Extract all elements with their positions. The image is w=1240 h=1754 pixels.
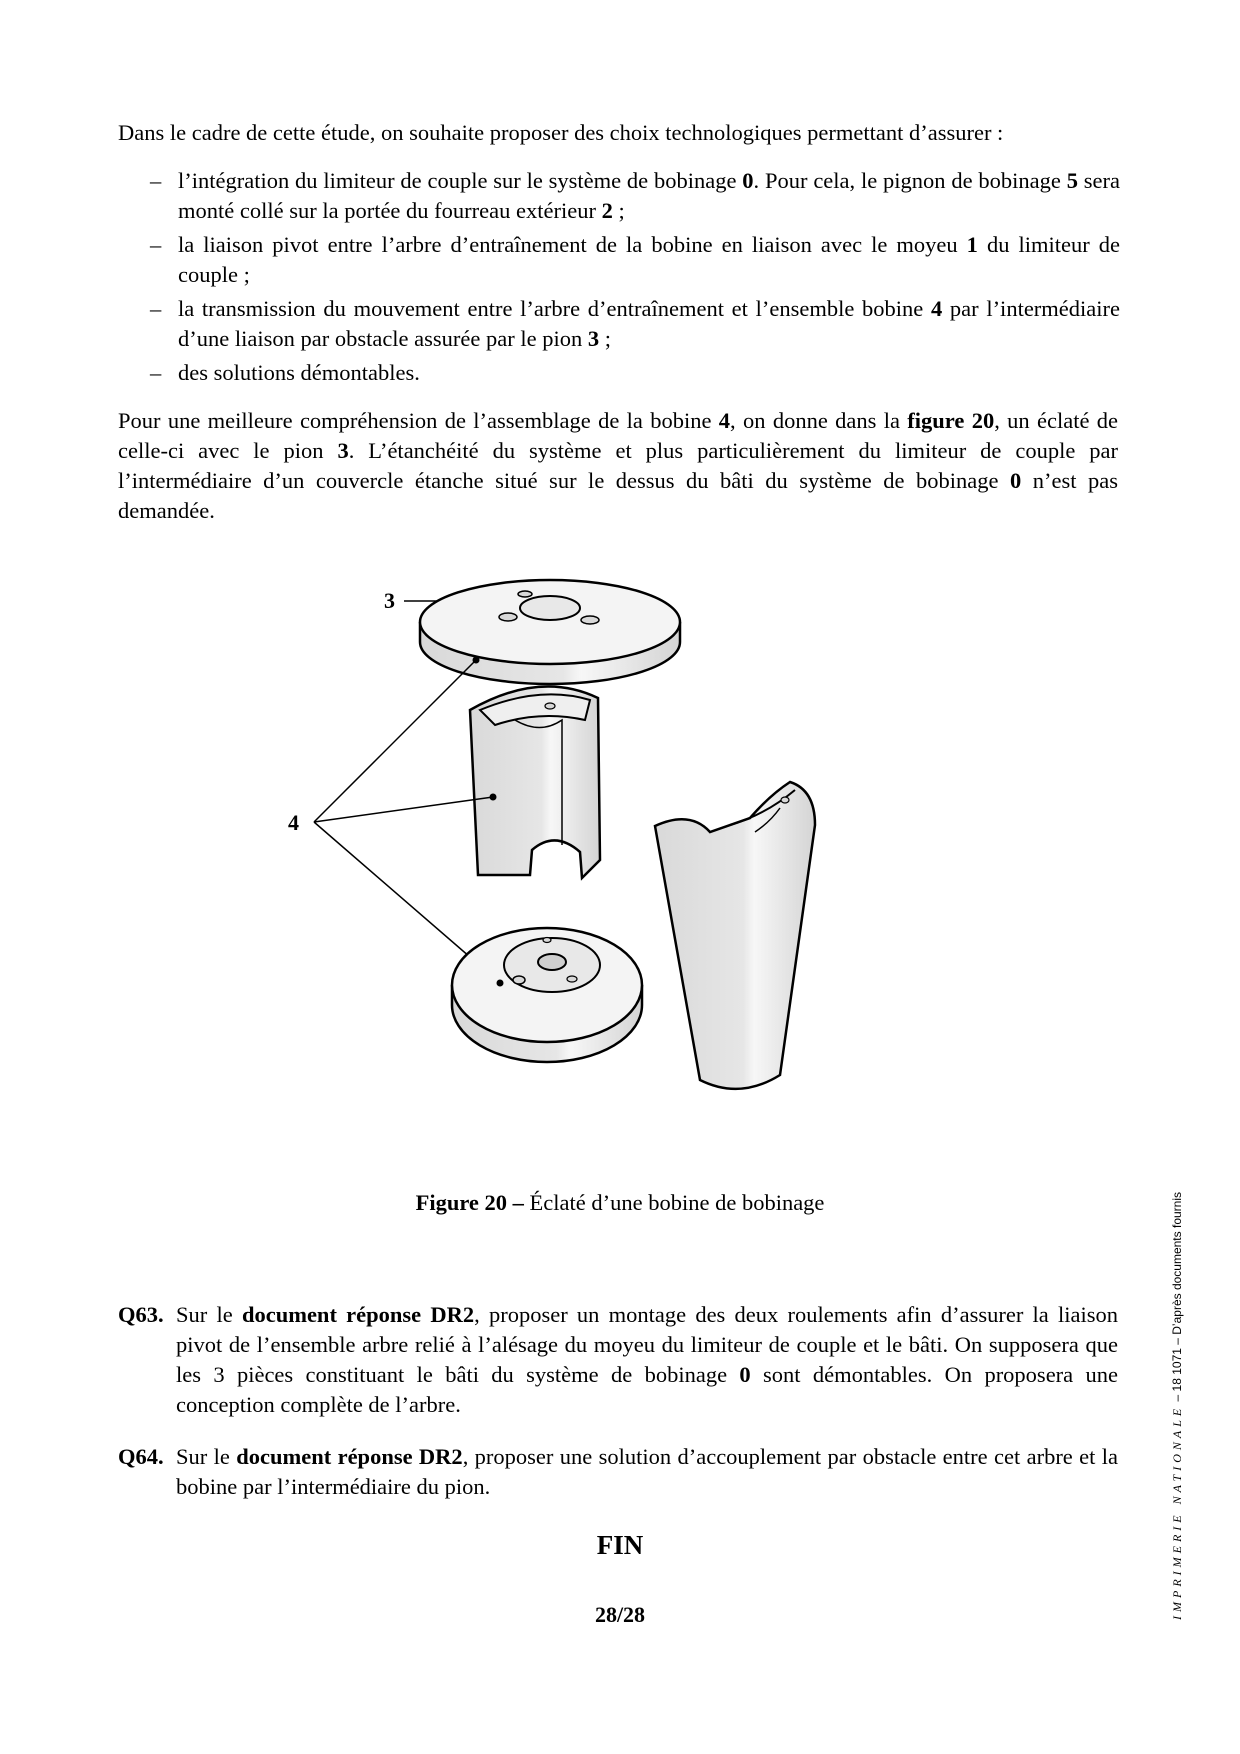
list-dash: – (150, 360, 162, 385)
figure-caption: Figure 20 – Éclaté d’une bobine de bobinage (415, 1190, 825, 1215)
leader-line-bobine-top (314, 660, 476, 822)
exploded-view-figure (288, 560, 940, 1200)
question-q64 (118, 1442, 1118, 1502)
question-text: Sur le document réponse DR2, proposer un montage des deux roulements afin d’assurer la liaison pivot de l’ensemble arbre relié à l’alésage du moyeu du limiteur de couple et le bâti. On supposera que les 3 pièces constituant le bâti du système de bobinage 0 sont démontables. On proposera une conception complète de l’arbre. (176, 1302, 1119, 1417)
assembly-paragraph: Pour une meilleure compréhension de l’assemblage de la bobine 4, on donne dans la figure 20, un éclaté de celle-ci avec le pion 3. L’étanchéité du système et plus particulièrement du limiteur de couple par l’intermédiaire d’un couvercle étanche situé sur le dessus du bâti du système de bobinage 0 n’est pas demandée. (118, 408, 1119, 523)
list-dash: – (150, 296, 162, 321)
list-dash: – (150, 168, 162, 193)
question-q63 (118, 1300, 1118, 1420)
label-pion: 3 (384, 588, 395, 613)
requirements-list (150, 166, 1120, 392)
question-text: Sur le document réponse DR2, proposer une solution d’accouplement par obstacle entre cet arbre et la bobine par l’intermédiaire du pion. (176, 1444, 1118, 1499)
printer-sidebar: IMPRIMERIE NATIONALE – 18 1071 – D’après documents fournis (1170, 1192, 1184, 1620)
list-item: – l’intégration du limiteur de couple sur le système de bobinage 0. Pour cela, le pignon de bobinage 5 sera monté collé sur la portée du fourreau extérieur 2 ; (150, 168, 1120, 223)
list-dash: – (150, 232, 162, 257)
bottom-flange-disc (452, 928, 642, 1062)
end-marker: FIN (596, 1530, 644, 1560)
leader-line-bobine-middle (314, 797, 493, 822)
top-flange-disc (420, 580, 680, 684)
list-item: – des solutions démontables. (150, 358, 1120, 388)
list-item: – la liaison pivot entre l’arbre d’entraînement de la bobine en liaison avec le moyeu 1 du limiteur de couple ; (150, 232, 1120, 287)
page-number: 28/28 (594, 1602, 646, 1627)
lower-half-shell (655, 782, 815, 1089)
label-bobine: 4 (288, 810, 299, 835)
question-number: Q63. (118, 1302, 164, 1327)
question-number: Q64. (118, 1444, 164, 1469)
upper-half-shell (470, 686, 600, 878)
intro-paragraph: Dans le cadre de cette étude, on souhaite proposer des choix technologiques permettant d’assurer : (118, 120, 1004, 145)
list-item: – la transmission du mouvement entre l’arbre d’entraînement et l’ensemble bobine 4 par l’intermédiaire d’une liaison par obstacle assurée par le pion 3 ; (150, 296, 1120, 351)
